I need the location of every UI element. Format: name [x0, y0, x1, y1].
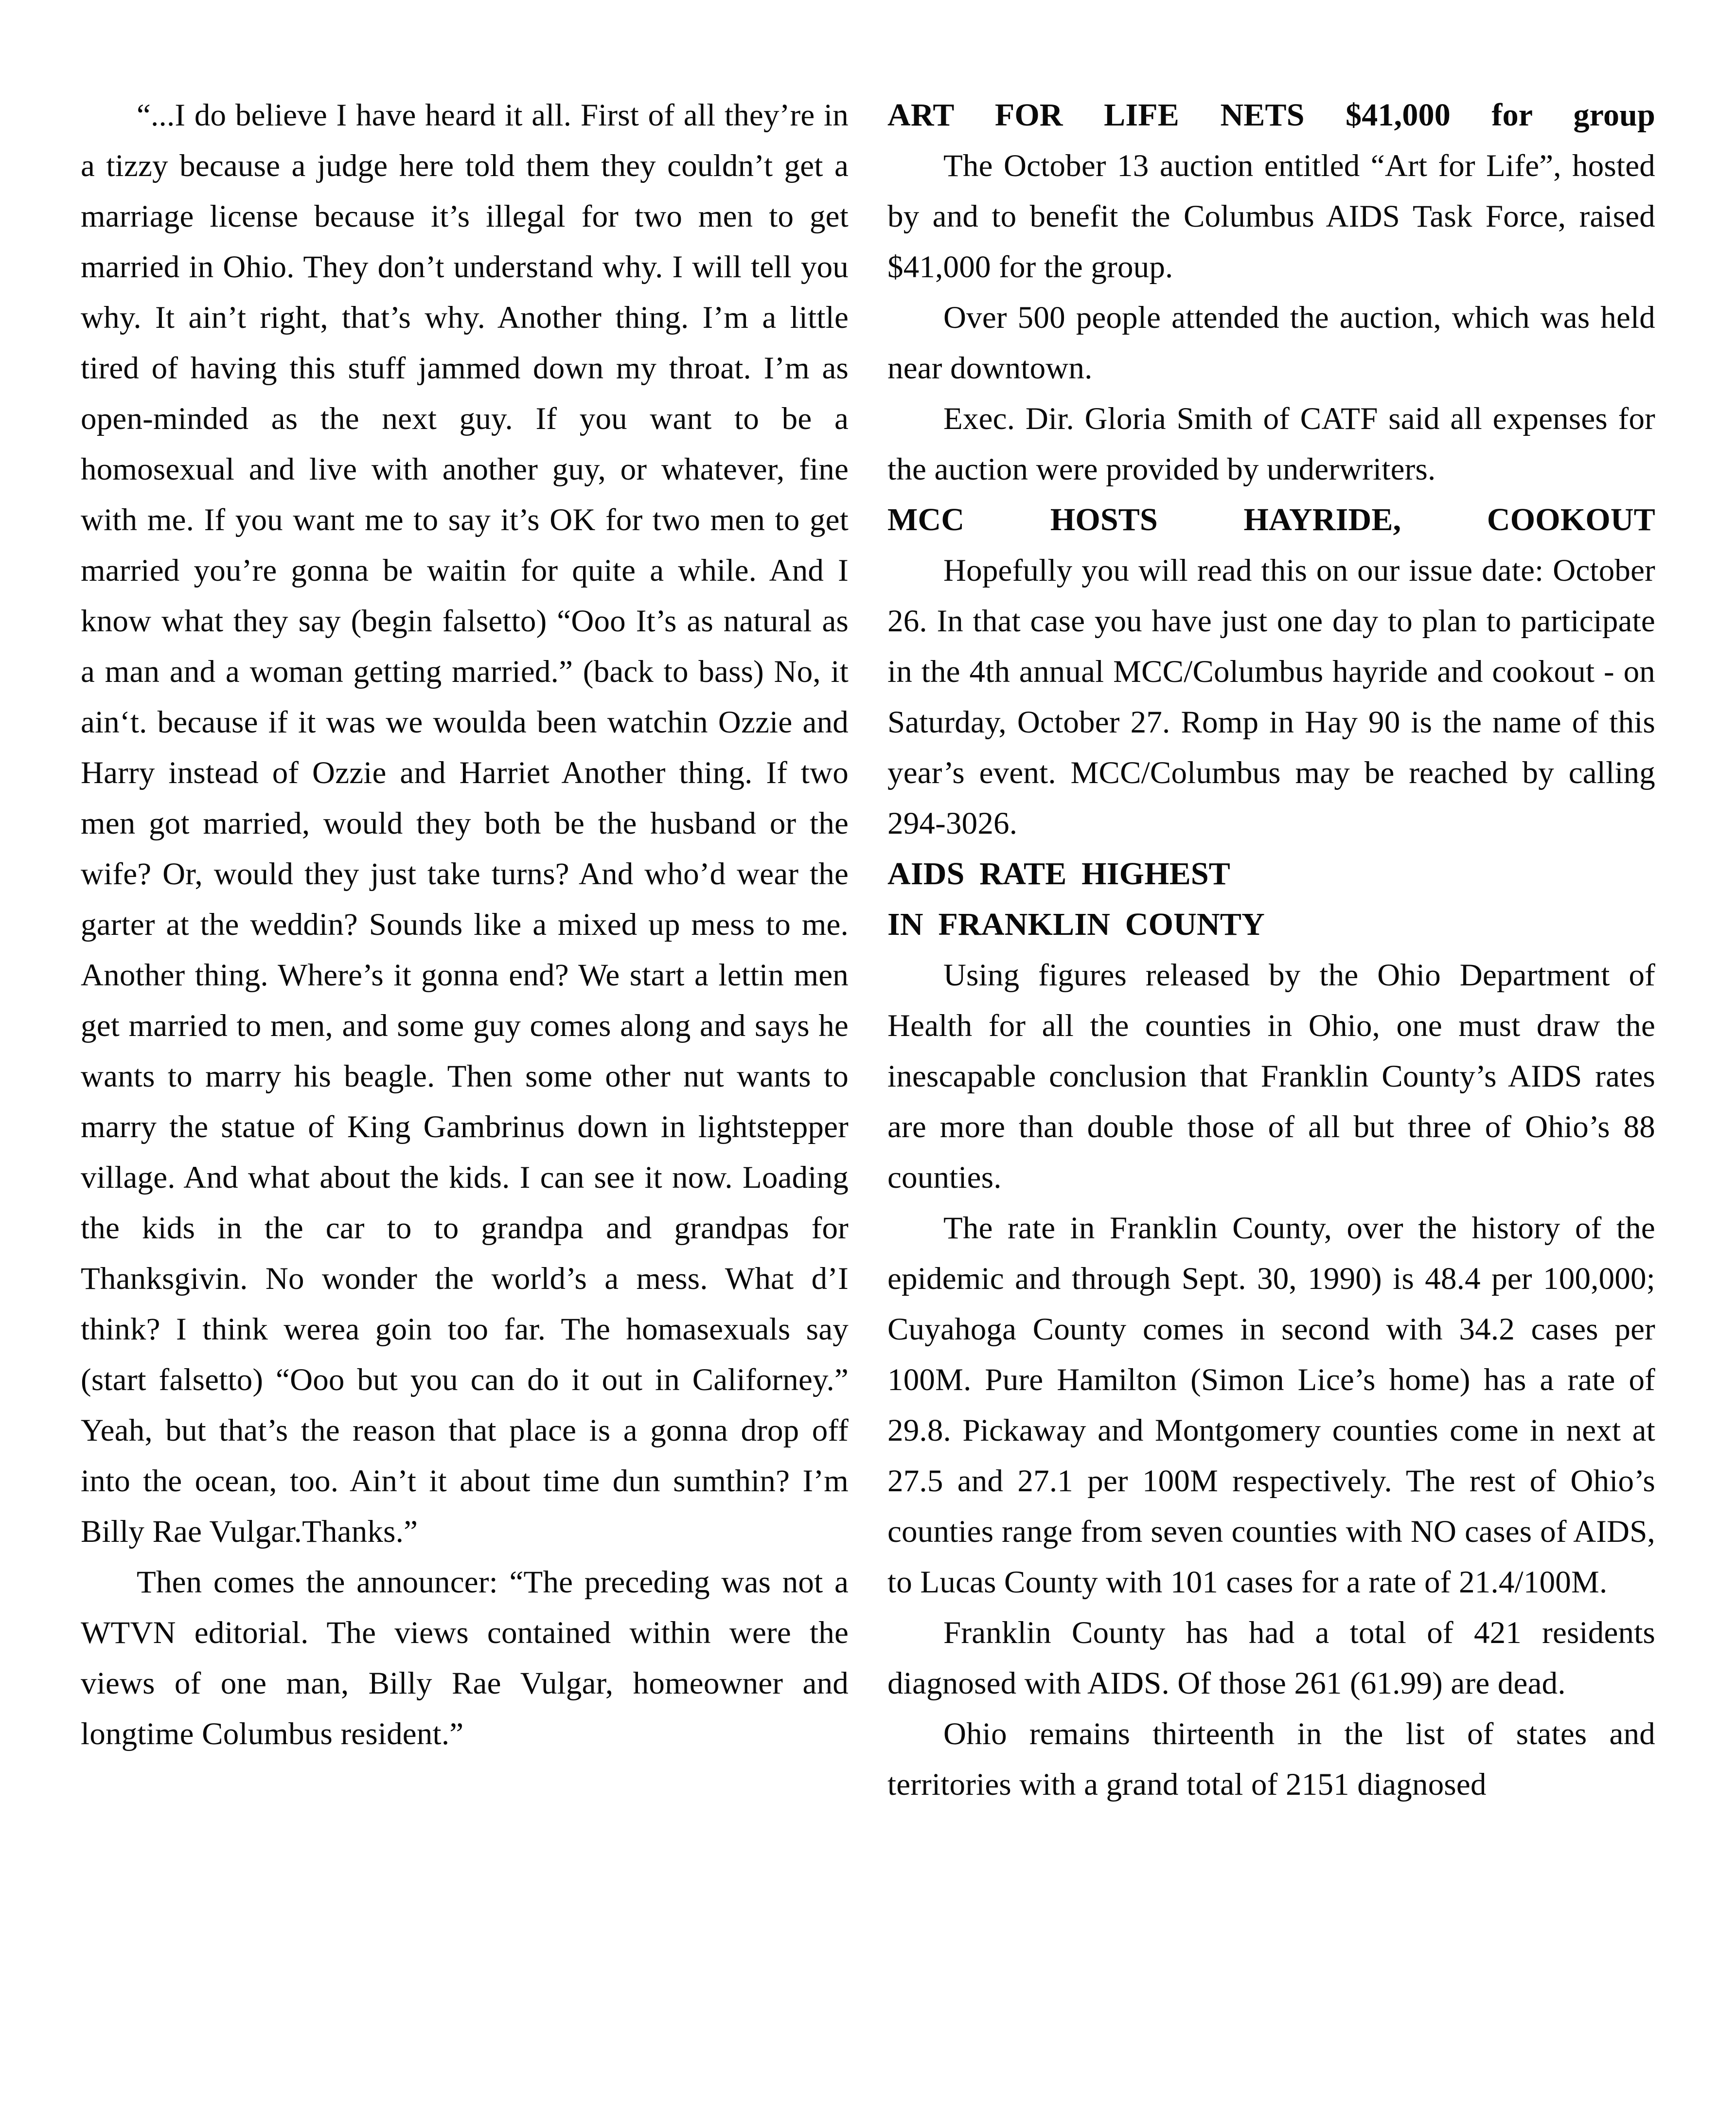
right-column	[887, 90, 1655, 2089]
article-paragraph: Ohio remains thirteenth in the list of states and territories with a grand total of 2151 diagnosed	[887, 1716, 1655, 1802]
left-column	[81, 90, 849, 2089]
article-mcc-hayride	[887, 495, 1655, 849]
editorial-paragraph: Then comes the announcer: “The preceding was not a WTVN editorial. The views contained within were the views of one man, Billy Rae Vulgar, homeowner and longtime Columbus resident.”	[81, 1565, 849, 1751]
article-heading-line: AIDS RATE HIGHEST	[887, 856, 1231, 892]
article-heading: MCC HOSTS HAYRIDE, COOKOUT	[887, 502, 1655, 537]
article-paragraph: Over 500 people attended the auction, which was held near downtown.	[887, 300, 1655, 386]
article-paragraph: Franklin County has had a total of 421 residents diagnosed with AIDS. Of those 261 (61.99) are dead.	[887, 1615, 1655, 1701]
article-paragraph: Hopefully you will read this on our issue date: October 26. In that case you have just one day to plan to participate in the 4th annual MCC/Columbus hayride and cookout - on Saturday, October 27. Romp in Hay 90 is the name of this year’s event. MCC/Columbus may be reached by calling 294-3026.	[887, 553, 1655, 841]
article-art-for-life	[887, 90, 1655, 495]
article-aids-rate	[887, 849, 1655, 1810]
article-heading: ART FOR LIFE NETS $41,000 for group	[887, 97, 1655, 133]
article-heading-line: IN FRANKLIN COUNTY	[887, 907, 1265, 942]
article-paragraph: The rate in Franklin County, over the history of the epidemic and through Sept. 30, 1990) is 48.4 per 100,000; Cuyahoga County comes in second with 34.2 cases per 100M. Pure Hamilton (Simon Lice’s home) has a rate of 29.8. Pickaway and Montgomery counties come in next at 27.5 and 27.1 per 100M respectively. The rest of Ohio’s counties range from seven counties with NO cases of AIDS, to Lucas County with 101 cases for a rate of 21.4/100M.	[887, 1211, 1655, 1600]
article-paragraph: Exec. Dir. Gloria Smith of CATF said all expenses for the auction were provided by underwriters.	[887, 401, 1655, 487]
article-paragraph: Using figures released by the Ohio Department of Health for all the counties in Ohio, one must draw the inescapable conclusion that Franklin County’s AIDS rates are more than double those of all but three of Ohio’s 88 counties.	[887, 958, 1655, 1195]
editorial-paragraph: “...I do believe I have heard it all. First of all they’re in a tizzy because a judge here told them they couldn’t get a marriage license because it’s illegal for two men to get married in Ohio. They don’t understand why. I will tell you why. It ain’t right, that’s why. Another thing. I’m a little tired of having this stuff jammed down my throat. I’m as open-minded as the next guy. If you want to be a homosexual and live with another guy, or whatever, fine with me. If you want me to say it’s OK for two men to get married you’re gonna be waitin for quite a while. And I know what they say (begin falsetto) “Ooo It’s as natural as a man and a woman getting married.” (back to bass) No, it ain‘t. because if it was we woulda been watchin Ozzie and Harry instead of Ozzie and Harriet Another thing. If two men got married, would they both be the husband or the wife? Or, would they just take turns? And who’d wear the garter at the weddin? Sounds like a mixed up mess to me. Another thing. Where’s it gonna end? We start a lettin men get married to men, and some guy comes along and says he wants to marry his beagle. Then some other nut wants to marry the statue of King Gambrinus down in lightstepper village. And what about the kids. I can see it now. Loading the kids in the car to to grandpa and grandpas for Thanksgivin. No wonder the world’s a mess. What d’I think? I think werea goin too far. The homasexuals say (start falsetto) “Ooo but you can do it out in Californey.” Yeah, but that’s the reason that place is a gonna drop off into the ocean, too. Ain’t it about time dun sumthin? I’m Billy Rae Vulgar.Thanks.”	[81, 98, 849, 1549]
article-paragraph: The October 13 auction entitled “Art for Life”, hosted by and to benefit the Columbus AIDS Task Force, raised $41,000 for the group.	[887, 148, 1655, 285]
article-heading	[887, 849, 1655, 950]
